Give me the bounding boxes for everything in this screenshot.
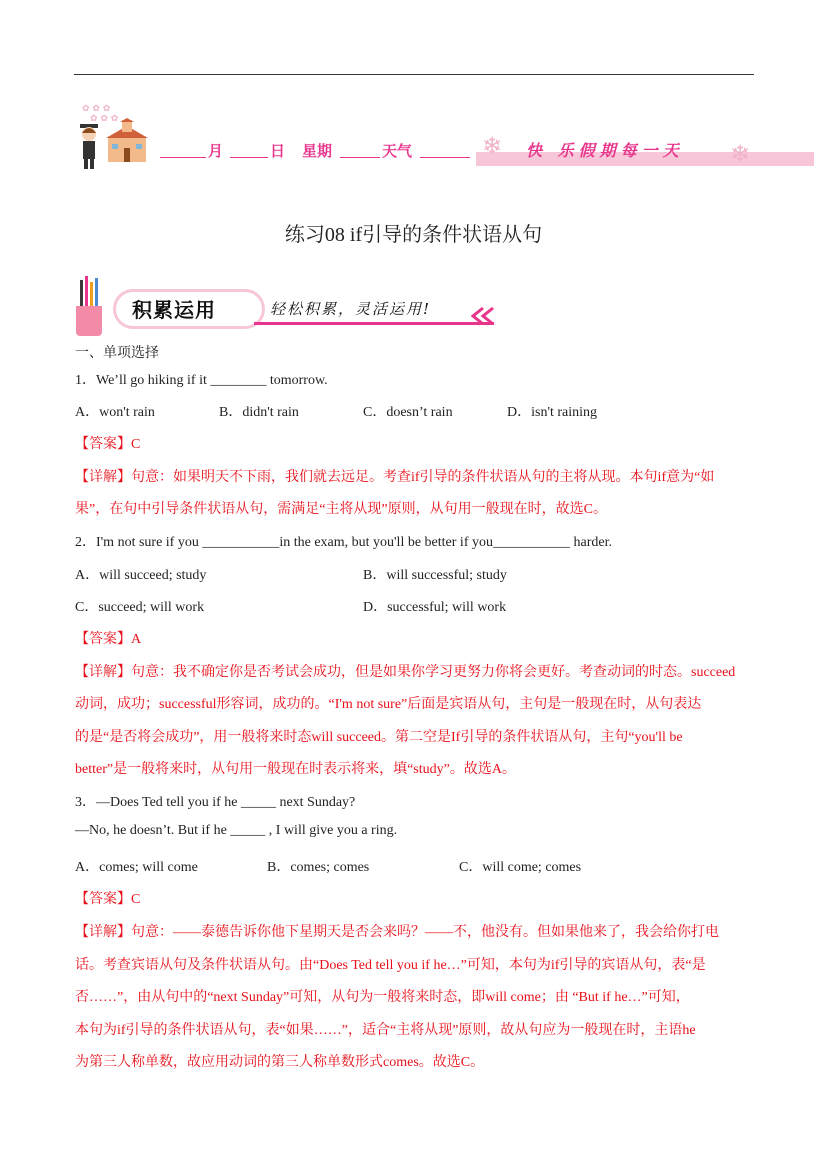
question-3-stem-2: —No, he doesn’t. But if he _____ , I will give you a ring. — [75, 823, 398, 838]
slogan-underline — [254, 322, 494, 325]
q3-explain-line: 本句为if引导的条件状语从句，表“如果……”，适合“主将从现”原则，故从句应为一般现在时，主语he — [75, 1023, 696, 1038]
date-fill-line — [160, 140, 470, 160]
holiday-slogan: 快 乐假期每一天 — [526, 141, 684, 160]
q1-option-d[interactable]: D．isn't raining — [507, 405, 598, 420]
q2-explain-line: 的是“是否将会成功”，用一般将来时态will succeed。第二空是If引导的条件状语从句，主句“you'll be — [75, 730, 683, 745]
school-building-icon — [102, 118, 152, 164]
q3-answer: 【答案】C — [75, 892, 141, 907]
weather-blank[interactable] — [420, 157, 470, 158]
q3-explain-line: 否……”，由从句中的“next Sunday”可知，从句为一般将来时态，即will come；由 “But if he…”可知， — [75, 990, 690, 1005]
q2-explain-line: 【详解】句意：我不确定你是否考试会成功，但是如果你学习更努力你将会更好。考查动词的时态。succeed — [75, 665, 736, 680]
section-slogan: 轻松积累，灵活运用! — [270, 300, 432, 318]
pencil-cup-icon — [78, 276, 102, 308]
weather-label: 天气 — [382, 142, 413, 160]
part-heading: 一、单项选择 — [75, 346, 159, 361]
page-title: 练习08 if引导的条件状语从句 — [284, 224, 543, 246]
month-label: 月 — [208, 142, 224, 160]
q1-option-b[interactable]: B．didn't rain — [219, 405, 299, 420]
cup-icon — [76, 306, 102, 336]
q1-option-c[interactable]: C．doesn’t rain — [363, 405, 453, 420]
flower-icon: ✿ ✿ ✿ — [82, 104, 111, 114]
day-label: 日 — [270, 142, 286, 160]
q2-option-a[interactable]: A．will succeed; study — [75, 568, 207, 583]
q3-option-b[interactable]: B．comes; comes — [267, 860, 370, 875]
question-2-stem: 2．I'm not sure if you ___________in the exam, but you'll be better if you___________ harder. — [75, 535, 612, 550]
day-blank[interactable] — [230, 157, 268, 158]
q2-explain-line: better”是一般将来时，从句用一般现在时表示将来，填“study”。故选A。 — [75, 762, 516, 777]
section-title: 积累运用 — [132, 298, 216, 322]
q2-option-d[interactable]: D．successful; will work — [363, 600, 507, 615]
q1-answer: 【答案】C — [75, 437, 141, 452]
date-banner — [72, 104, 817, 170]
q2-explain-line: 动词，成功；successful形容词，成功的。“I'm not sure”后面是宾语从句，主句是一般现在时，从句表达 — [75, 697, 702, 712]
weekday-blank[interactable] — [340, 157, 380, 158]
snowflake-icon: ❄ — [482, 132, 503, 160]
graduate-girl-icon — [76, 120, 104, 170]
q2-answer: 【答案】A — [75, 632, 142, 647]
q3-option-a[interactable]: A．comes; will come — [75, 860, 198, 875]
q2-option-c[interactable]: C．succeed; will work — [75, 600, 205, 615]
q3-explain-line: 话。考查宾语从句及条件状语从句。由“Does Ted tell you if he…”可知，本句为if引导的宾语从句，表“是 — [75, 958, 706, 973]
q1-explain-line: 【详解】句意：如果明天不下雨，我们就去远足。考查if引导的条件状语从句的主将从现。本句if意为“如 — [75, 470, 715, 485]
month-blank[interactable] — [160, 157, 206, 158]
header-rule — [74, 74, 754, 75]
section-header — [74, 272, 514, 338]
double-arrow-icon — [469, 306, 503, 326]
flower-icon: ✿ ✿ ✿ — [90, 114, 119, 124]
q1-explain-line: 果”，在句中引导条件状语从句，需满足“主将从现”原则，从句用一般现在时，故选C。 — [75, 502, 607, 517]
q2-option-b[interactable]: B．will successful; study — [363, 568, 507, 583]
q1-option-a[interactable]: A．won't rain — [75, 405, 155, 420]
q3-explain-line: 【详解】句意：——泰德告诉你他下星期天是否会来吗？——不，他没有。但如果他来了，我会给你打电 — [75, 925, 719, 940]
snowflake-icon: ❄ — [730, 140, 751, 168]
weekday-label: 星期 — [302, 142, 333, 160]
question-3-stem: 3．—Does Ted tell you if he _____ next Sunday? — [75, 795, 356, 810]
question-1-stem: 1．We’ll go hiking if it ________ tomorrow. — [75, 373, 328, 388]
q3-option-c[interactable]: C．will come; comes — [459, 860, 582, 875]
q3-explain-line: 为第三人称单数，故应用动词的第三人称单数形式comes。故选C。 — [75, 1055, 485, 1070]
